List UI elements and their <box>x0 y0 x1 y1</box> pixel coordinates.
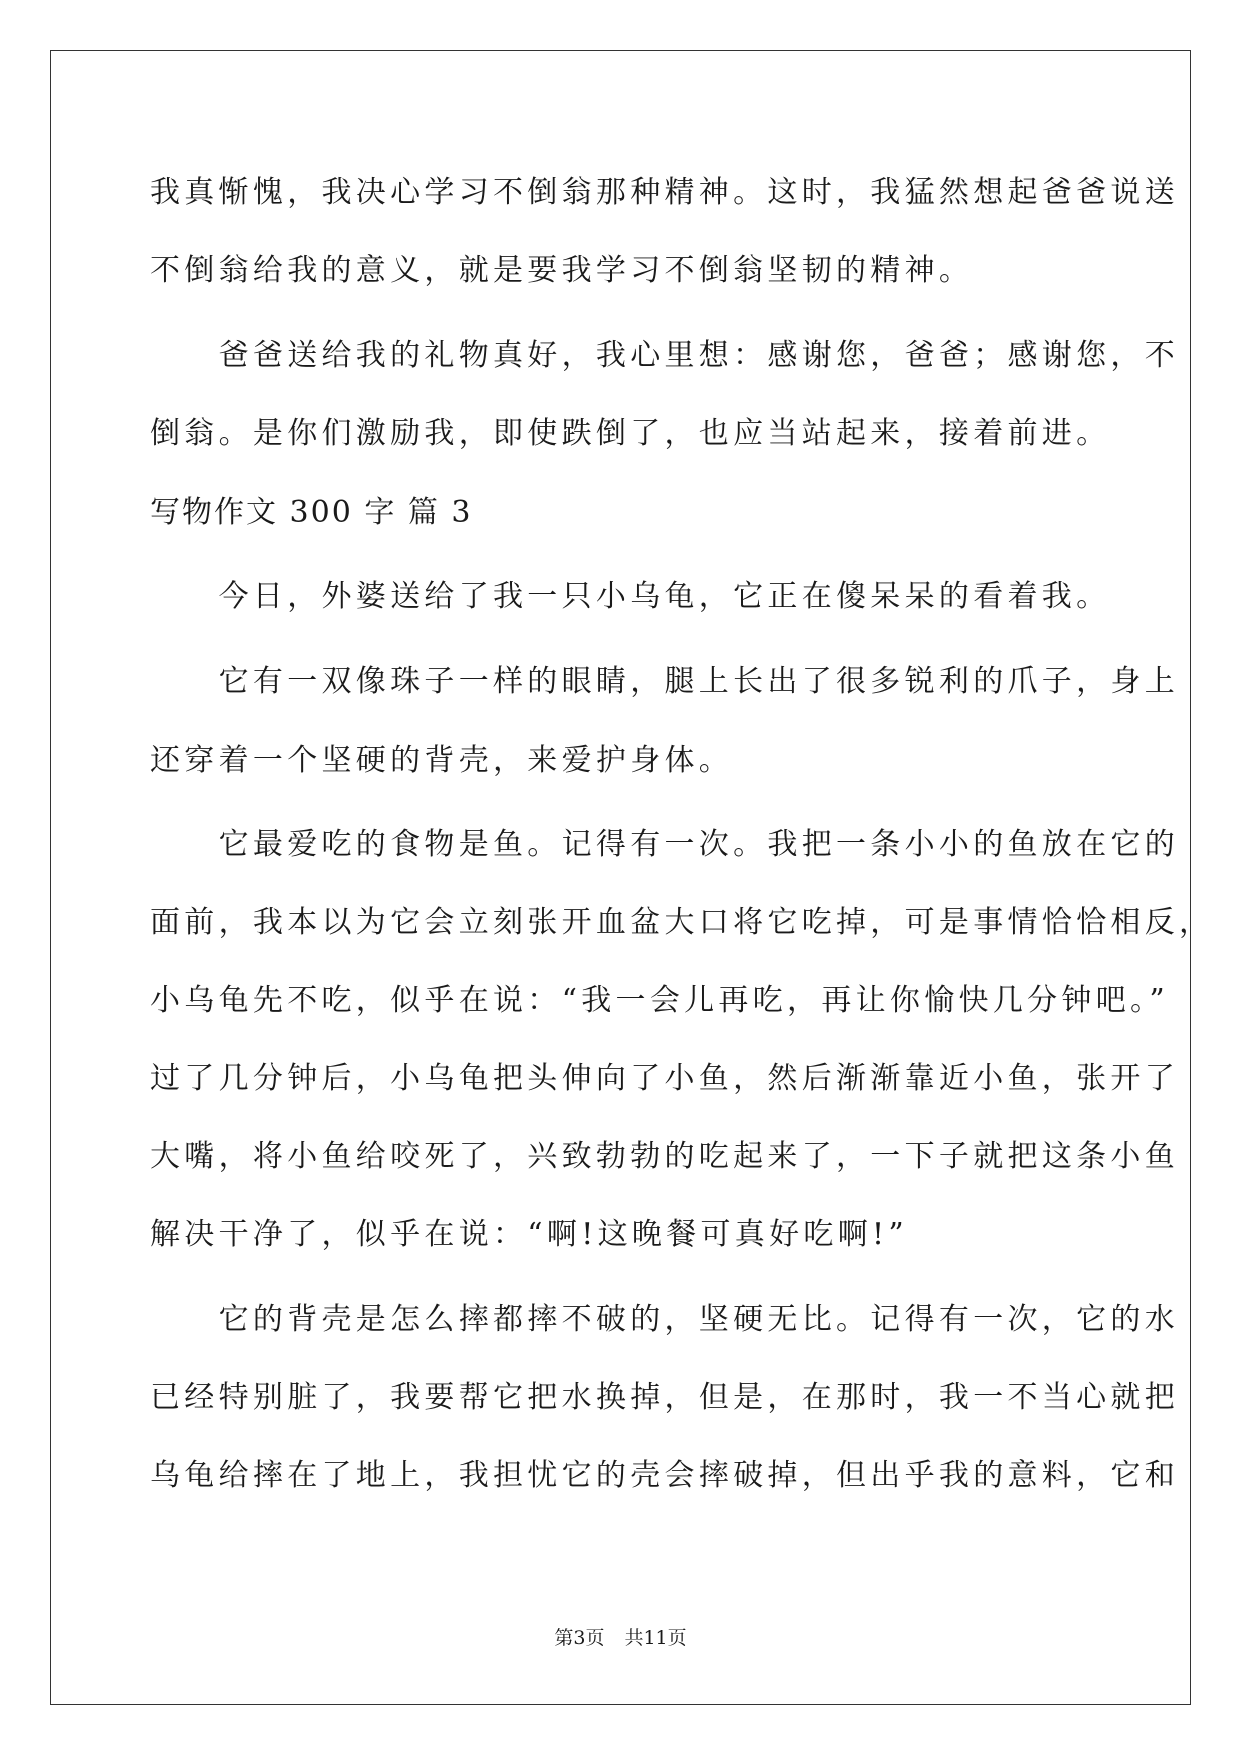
text-line: 它的背壳是怎么摔都摔不破的，坚硬无比。记得有一次，它的水 <box>150 1302 1179 1337</box>
text-line: 爸爸送给我的礼物真好，我心里想：感谢您，爸爸；感谢您，不 <box>150 338 1179 373</box>
page-footer <box>0 1626 1241 1650</box>
text-line: 大嘴，将小鱼给咬死了，兴致勃勃的吃起来了，一下子就把这条小鱼 <box>150 1139 1179 1174</box>
text-line: 我真惭愧，我决心学习不倒翁那种精神。这时，我猛然想起爸爸说送 <box>150 175 1179 210</box>
text-line: 小乌龟先不吃，似乎在说：“我一会儿再吃，再让你愉快几分钟吧。” <box>150 983 1169 1018</box>
page-total: 共11页 <box>624 1627 687 1649</box>
text-line: 还穿着一个坚硬的背壳，来爱护身体。 <box>150 743 734 778</box>
text-line: 今日，外婆送给了我一只小乌龟，它正在傻呆呆的看着我。 <box>150 579 1111 614</box>
section-heading: 写物作文 300 字 篇 3 <box>150 495 473 530</box>
text-line: 它有一双像珠子一样的眼睛，腿上长出了很多锐利的爪子，身上 <box>150 664 1179 699</box>
text-line: 面前，我本以为它会立刻张开血盆大口将它吃掉，可是事情恰恰相反， <box>150 905 1214 940</box>
text-line: 解决干净了，似乎在说：“啊!这晚餐可真好吃啊!” <box>150 1217 908 1252</box>
text-line: 乌龟给摔在了地上，我担忧它的壳会摔破掉，但出乎我的意料，它和 <box>150 1458 1179 1493</box>
text-line: 不倒翁给我的意义，就是要我学习不倒翁坚韧的精神。 <box>150 253 974 288</box>
text-line: 已经特别脏了，我要帮它把水换掉，但是，在那时，我一不当心就把 <box>150 1380 1179 1415</box>
text-line: 过了几分钟后，小乌龟把头伸向了小鱼，然后渐渐靠近小鱼，张开了 <box>150 1061 1179 1096</box>
page-number: 第3页 <box>554 1627 605 1649</box>
text-line: 它最爱吃的食物是鱼。记得有一次。我把一条小小的鱼放在它的 <box>150 827 1179 862</box>
text-line: 倒翁。是你们激励我，即使跌倒了，也应当站起来，接着前进。 <box>150 416 1111 451</box>
